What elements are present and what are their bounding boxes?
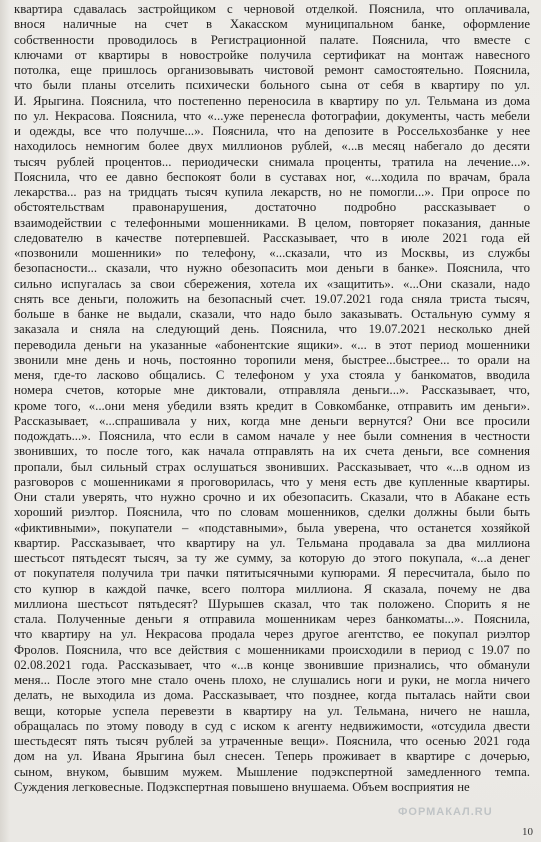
text-line: делать, не выходила из дома. Рассказывает, что позднее, когда пыталась найти свои <box>14 688 530 703</box>
text-line: Рассказывает, «...спрашивала у них, когда мне деньги вернутся? Они все просили <box>14 413 530 428</box>
text-line: взаимодействии с телефонными мошенниками. В целом, повторяет показания, данные <box>14 215 530 230</box>
text-line: Фролов. Пояснила, что все действия с мошенниками происходили в период с 19.07 по <box>14 642 530 657</box>
body-text <box>14 2 530 795</box>
text-line: тысяч рублей процентов... периодически снимала проценты, тратила на лечение...». <box>14 154 530 169</box>
text-line: хороший риэлтор. Пояснила, что по словам мошенников, сделки должны были быть <box>14 505 530 520</box>
text-line: квартир. Рассказывает, что квартиру на ул. Тельмана продавала за два миллиона <box>14 535 530 550</box>
text-line: заказала и сняла на следующий день. Пояснила, что 19.07.2021 несколько дней <box>14 322 530 337</box>
watermark: ФОРМАКАЛ.RU <box>398 806 493 818</box>
text-line: по ул. Некрасова. Пояснила, что «...уже перенесла фотографии, документы, часть мебели <box>14 108 530 123</box>
text-line: и одежды, все что получше...». Пояснила, что на депозите в Россельхозбанке у нее <box>14 124 530 138</box>
text-line: обращалась по этому поводу в суд с иском к агенту недвижимости, «отсудила двести <box>14 718 530 733</box>
text-line: следователю в качестве потерпевшей. Рассказывает, что в июле 2021 года ей <box>14 230 530 245</box>
text-line: «позвонили мошенники» по телефону, «...сказали, что из Москвы, из службы <box>14 246 530 260</box>
text-line: лекарства... раз на тридцать тысяч купила лекарств, но не помогли...». При опросе по <box>14 185 530 199</box>
text-line: дом на ул. Ивана Ярыгина был снесен. Теперь проживает в квартире с дочерью, <box>14 749 530 764</box>
text-line: подождать...». Пояснила, что если в самом начале у нее были сомнения в честности <box>14 429 530 443</box>
text-line: сильно испугалась за свои сбережения, хотела их «защитить». «...Они сказали, надо <box>14 276 530 291</box>
text-line: переводила деньги на указанные «абонентские ящики». «... в этот период мошенники <box>14 337 530 352</box>
page-number: 10 <box>522 826 533 838</box>
text-line: шестьдесят пять тысяч рублей за утраченные вещи». Пояснила, что осенью 2021 года <box>14 734 530 748</box>
text-line: «фиктивными», покупатели – «подставными», была уверена, что останется хозяйкой <box>14 520 530 535</box>
text-line: собственности проводилось в Регистрационной палате. Пояснила, что вместе с <box>14 32 530 47</box>
text-line: больше в банке не выдали, сказали, что надо было заказывать. Остальную сумму я <box>14 307 530 321</box>
text-line: разговоров с мошенниками я проговорилась, что у меня есть две купленные квартиры. <box>14 474 530 489</box>
text-line: 02.08.2021 года. Рассказывает, что «...в конце звонившие признались, что обманули <box>14 657 530 672</box>
text-line: обстоятельствам правонарушения, достаточно подробно рассказывает о <box>14 200 530 215</box>
text-line: стала. Полученные деньги я отправила мошенникам через банкоматы...». Пояснила, <box>14 612 530 626</box>
text-line: звонили мне день и ночь, постоянно торопили меня, быстрее...быстрее... то орали на <box>14 352 530 367</box>
text-line: внося наличные на счет в Хакасском муниципальном банке, оформление <box>14 17 530 32</box>
text-line: находилось немногим более двух миллионов рублей, «...в месяц набегало до десяти <box>14 139 530 154</box>
text-line: сыном, внуком, бывшим мужем. Мышление подэкспертной замедленного темпа. <box>14 764 530 779</box>
text-line: квартира сдавалась застройщиком с черновой отделкой. Пояснила, что оплачивала, <box>14 2 530 16</box>
text-line: звонивших, то после того, как начала отправлять на их счета деньги, все сомнения <box>14 444 530 459</box>
text-line: что были планы отселить психически больного сына от себя в квартиру по ул. <box>14 78 530 93</box>
text-line: от покупателя получила три пачки пятитысячными купюрами. Я пересчитала, было по <box>14 566 530 581</box>
text-line: вещи, которые успела перевезти в квартиру на ул. Тельмана, ничего не нашла, <box>14 703 530 718</box>
text-line: что квартиру на ул. Некрасова продала через другое агентство, ее покупал риэлтор <box>14 627 530 642</box>
text-line: Суждения легковесные. Подэкспертная повышено внушаема. Объем восприятия не <box>14 779 470 794</box>
text-line: шестьсот пятьдесят тысяч, за ту же сумму, за которую до этого покупала, «...а денег <box>14 551 530 565</box>
text-line: ключами от квартиры в новостройке получила сертификат на монтаж навесного <box>14 47 530 62</box>
text-line: сто купюр в каждой пачке, всего полтора миллиона. Я сказала, почему не два <box>14 581 530 596</box>
text-line: миллиона шестьсот пятьдесят? Шурышев сказал, что так положено. Спорить я не <box>14 596 530 611</box>
text-line: снять все деньги, положить на безопасный счет. 19.07.2021 года сняла триста тысяч, <box>14 291 530 306</box>
text-line: Они стали уверять, что нужно срочно и их обезопасить. Сказали, что в Абакане есть <box>14 490 530 504</box>
text-line: И. Ярыгина. Пояснила, что постепенно переносила в квартиру по ул. Тельмана из дома <box>14 93 530 108</box>
text-line: кроме того, «...они меня убедили взять кредит в Совкомбанке, отправить им деньги». <box>14 398 530 413</box>
text-line: номера счетов, которые мне диктовали, отправляла деньги...». Рассказывает, что, <box>14 383 530 398</box>
text-line: меня... После этого мне стало очень плохо, не слушались ноги и руки, не могла ничего <box>14 673 530 687</box>
text-line: безопасности... сказали, что нужно обезопасить мои деньги в банке». Пояснила, что <box>14 261 530 276</box>
text-line: потолка, еще пришлось организовывать чистовой ремонт самостоятельно. Пояснила, <box>14 63 530 77</box>
text-line: пропали, был сильный страх ослушаться звонивших. Рассказывает, что «...в одном из <box>14 459 530 474</box>
text-line: меня, где-то ласково общались. С телефоном у уха стояла у банкоматов, вводила <box>14 368 530 382</box>
text-line: Пояснила, что ее давно беспокоят боли в суставах ног, «...ходила по врачам, брала <box>14 169 530 184</box>
